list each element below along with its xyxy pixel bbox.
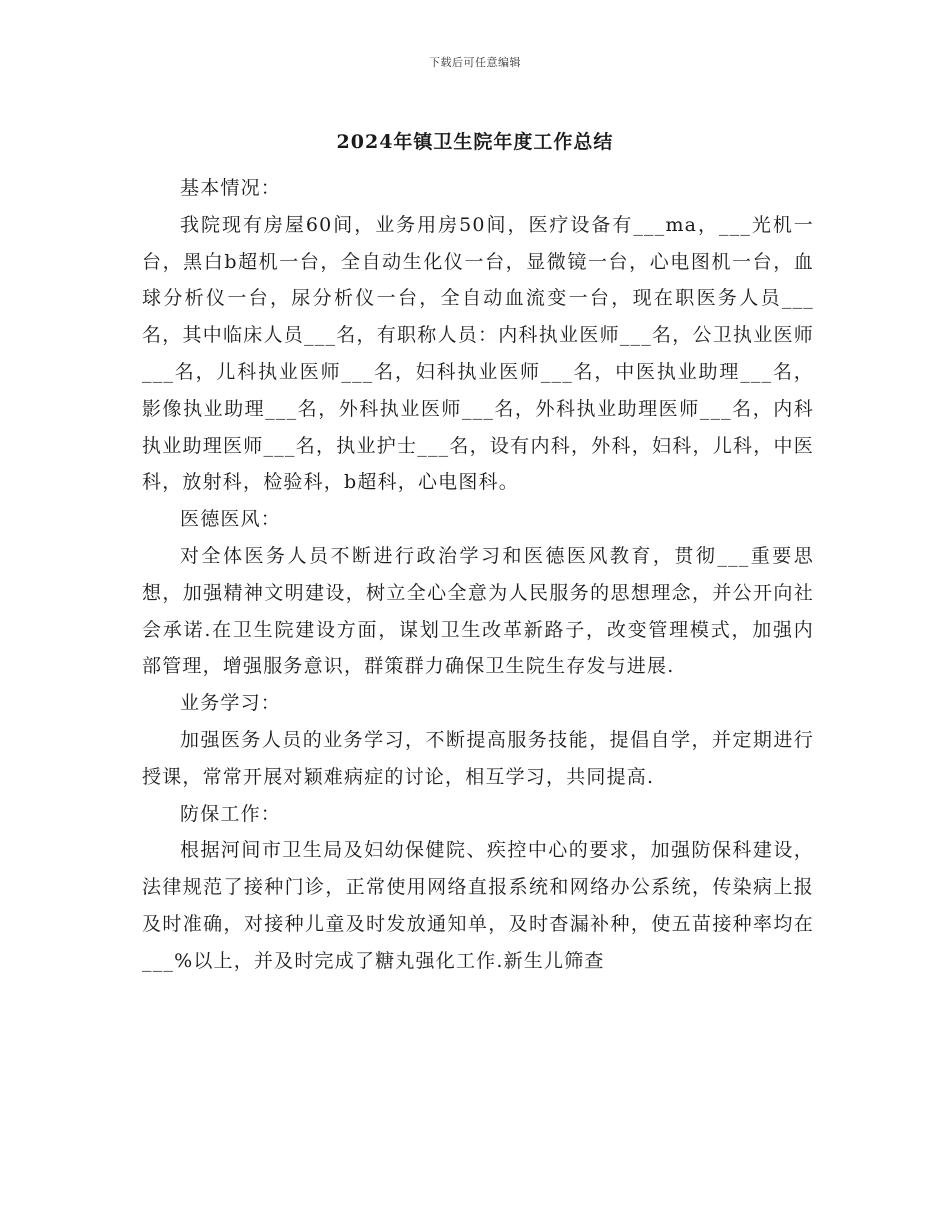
paragraph-medical-ethics: 对全体医务人员不断进行政治学习和医德医风教育，贯彻___重要思想，加强精神文明建设，树立全心全意为人民服务的思想理念，并公开向社会承诺.在卫生院建设方面，谋划卫生改革新路子，改变管理模式，加强内部管理，增强服务意识，群策群力确保卫生院生存发与进展. [142, 544, 814, 678]
section-heading-basic-situation: 基本情况： [180, 177, 282, 199]
document-title: 2024年镇卫生院年度工作总结 [336, 131, 614, 153]
section-heading-medical-ethics: 医德医风： [180, 508, 282, 531]
document-body [142, 170, 814, 980]
paragraph-professional-study: 加强医务人员的业务学习，不断提高服务技能，提倡自学，并定期进行授课，常常开展对颖难病症的讨论，相互学习，共同提高. [142, 728, 814, 788]
section-heading-professional-study: 业务学习： [180, 692, 282, 715]
page-header-note: 下载后可任意编辑 [429, 56, 521, 69]
paragraph-prevention-work: 根据河间市卫生局及妇幼保健院、疾控中心的要求，加强防保科建设，法律规范了接种门诊，正常使用网络直报系统和网络办公系统，传染病上报及时准确，对接种儿童及时发放通知单，及时杳漏补种，使五苗接种率均在___%以上，并及时完成了糖丸强化工作.新生儿筛查 [142, 839, 814, 972]
paragraph-basic-situation: 我院现有房屋60间，业务用房50间，医疗设备有___ma，___光机一台，黑白b超机一台，全自动生化仪一台，显微镜一台，心电图机一台，血球分析仪一台，尿分析仪一台，全自动血流变一台，现在职医务人员___名，其中临床人员___名，有职称人员：内科执业医师___名，公卫执业医师___名，儿科执业医师___名，妇科执业医师___名，中医执业助理___名，影像执业助理___名，外科执业医师___名，外科执业助理医师___名，内科执业助理医师___名，执业护士___名，设有内科，外科，妇科，儿科，中医科，放射科，检验科，b超科，心电图科。 [142, 213, 814, 494]
section-heading-prevention-work: 防保工作： [180, 802, 282, 825]
